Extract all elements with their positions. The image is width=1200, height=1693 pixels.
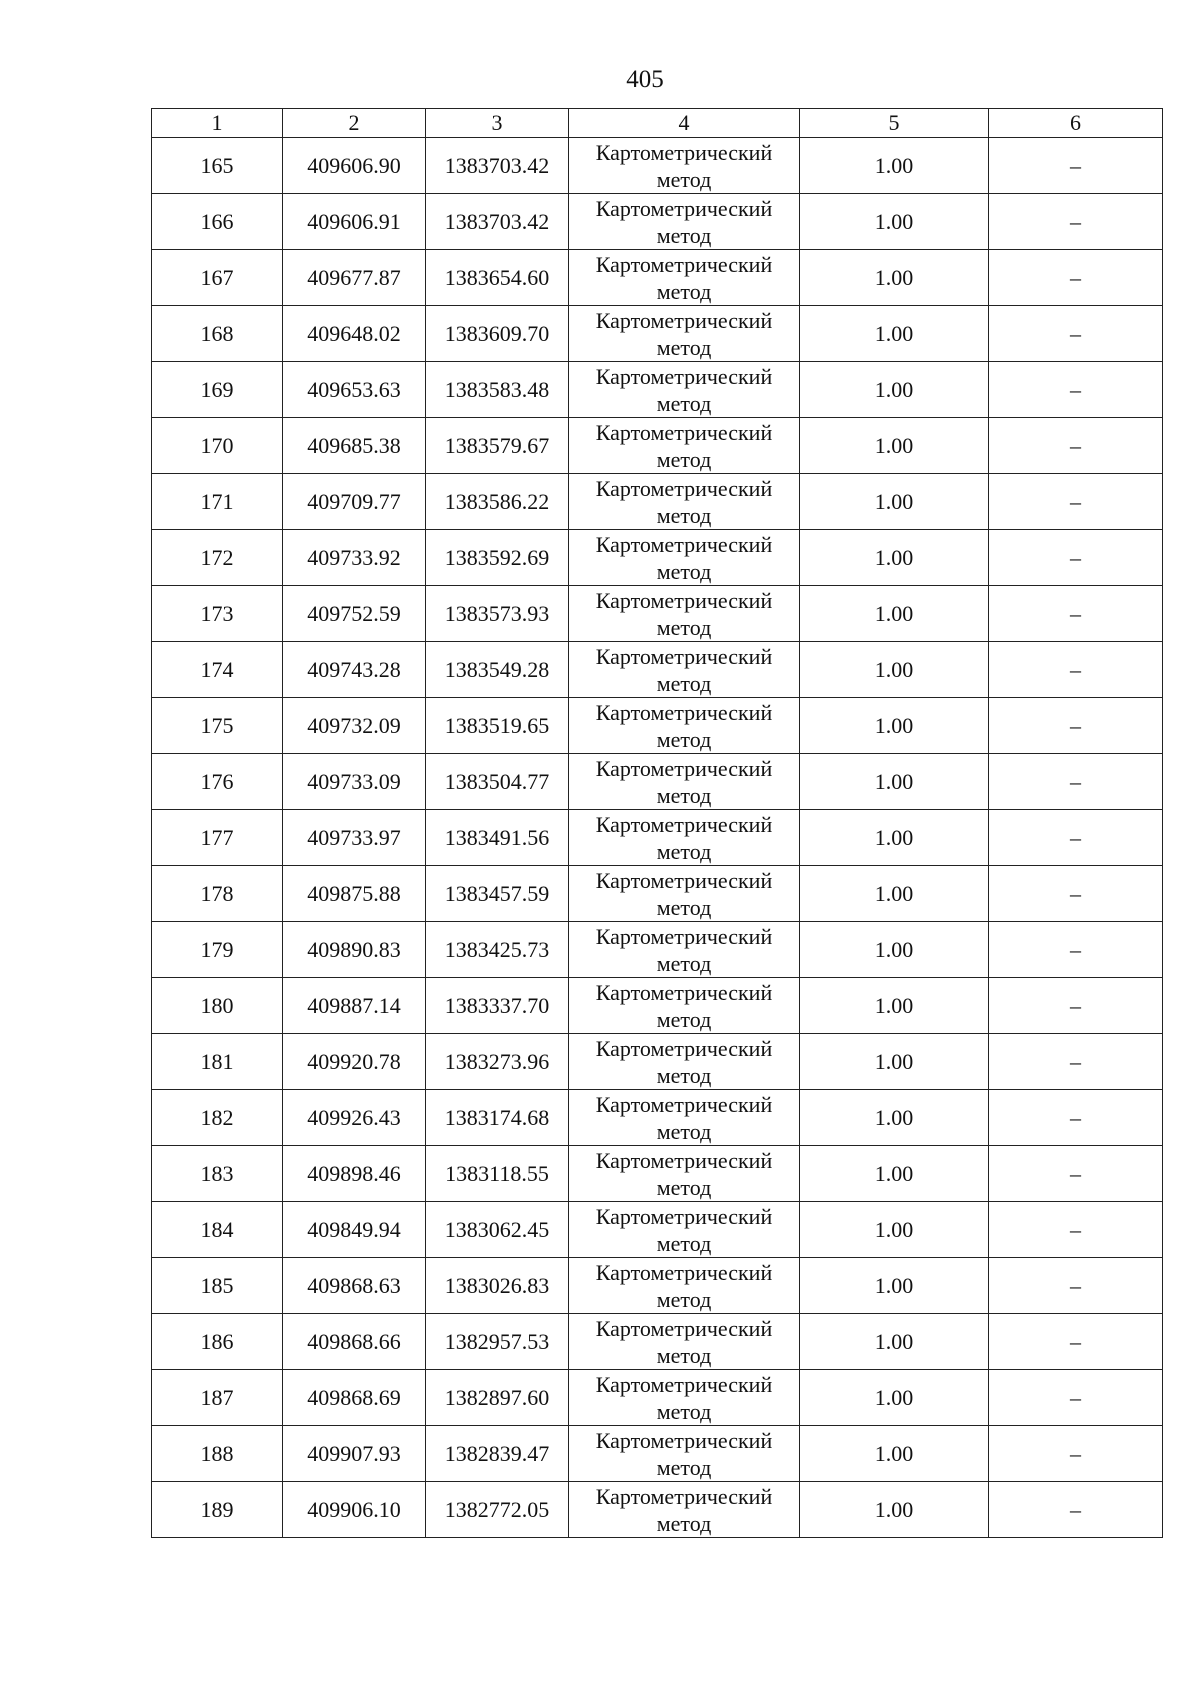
table-row [152, 698, 1163, 754]
point-number-cell: 172 [152, 530, 283, 586]
x-coordinate-cell: 409743.28 [283, 642, 426, 698]
method-cell [569, 642, 800, 698]
x-coordinate-cell: 409890.83 [283, 922, 426, 978]
note-cell: – [989, 1202, 1163, 1258]
x-coordinate-cell: 409606.90 [283, 138, 426, 194]
accuracy-cell: 1.00 [800, 306, 989, 362]
point-number-cell: 173 [152, 586, 283, 642]
accuracy-cell: 1.00 [800, 362, 989, 418]
accuracy-cell: 1.00 [800, 138, 989, 194]
note-cell: – [989, 1482, 1163, 1538]
accuracy-cell: 1.00 [800, 810, 989, 866]
x-coordinate-cell: 409887.14 [283, 978, 426, 1034]
column-header: 5 [800, 109, 989, 138]
method-line-2: метод [656, 726, 712, 752]
note-cell: – [989, 1314, 1163, 1370]
y-coordinate-cell: 1383586.22 [426, 474, 569, 530]
y-coordinate-cell: 1383519.65 [426, 698, 569, 754]
table-row [152, 922, 1163, 978]
y-coordinate-cell: 1383609.70 [426, 306, 569, 362]
note-cell: – [989, 810, 1163, 866]
y-coordinate-cell: 1382772.05 [426, 1482, 569, 1538]
point-number-cell: 177 [152, 810, 283, 866]
accuracy-cell: 1.00 [800, 1202, 989, 1258]
method-cell [569, 754, 800, 810]
table-row [152, 586, 1163, 642]
method-line-2: метод [656, 670, 712, 696]
note-cell: – [989, 418, 1163, 474]
table-row [152, 1314, 1163, 1370]
accuracy-cell: 1.00 [800, 1258, 989, 1314]
method-line-2: метод [656, 1342, 712, 1368]
accuracy-cell: 1.00 [800, 1034, 989, 1090]
method-line-1: Картометрический [595, 475, 773, 501]
point-number-cell: 183 [152, 1146, 283, 1202]
note-cell: – [989, 866, 1163, 922]
accuracy-cell: 1.00 [800, 1370, 989, 1426]
table-row [152, 474, 1163, 530]
y-coordinate-cell: 1383573.93 [426, 586, 569, 642]
method-line-2: метод [656, 278, 712, 304]
method-line-1: Картометрический [595, 1259, 773, 1285]
table-row [152, 1034, 1163, 1090]
x-coordinate-cell: 409868.69 [283, 1370, 426, 1426]
method-cell [569, 530, 800, 586]
method-cell [569, 1426, 800, 1482]
method-line-1: Картометрический [595, 1091, 773, 1117]
point-number-cell: 182 [152, 1090, 283, 1146]
table-row [152, 754, 1163, 810]
y-coordinate-cell: 1383579.67 [426, 418, 569, 474]
x-coordinate-cell: 409868.66 [283, 1314, 426, 1370]
y-coordinate-cell: 1382897.60 [426, 1370, 569, 1426]
point-number-cell: 166 [152, 194, 283, 250]
accuracy-cell: 1.00 [800, 1090, 989, 1146]
accuracy-cell: 1.00 [800, 866, 989, 922]
point-number-cell: 165 [152, 138, 283, 194]
method-line-2: метод [656, 782, 712, 808]
table-row [152, 306, 1163, 362]
method-line-2: метод [656, 334, 712, 360]
method-cell [569, 1370, 800, 1426]
note-cell: – [989, 1146, 1163, 1202]
method-cell [569, 474, 800, 530]
y-coordinate-cell: 1383654.60 [426, 250, 569, 306]
note-cell: – [989, 1090, 1163, 1146]
column-header: 4 [569, 109, 800, 138]
note-cell: – [989, 698, 1163, 754]
accuracy-cell: 1.00 [800, 586, 989, 642]
method-cell [569, 138, 800, 194]
accuracy-cell: 1.00 [800, 698, 989, 754]
x-coordinate-cell: 409875.88 [283, 866, 426, 922]
x-coordinate-cell: 409606.91 [283, 194, 426, 250]
x-coordinate-cell: 409926.43 [283, 1090, 426, 1146]
method-line-1: Картометрический [595, 531, 773, 557]
method-line-2: метод [656, 614, 712, 640]
coordinates-table [151, 108, 1163, 1538]
method-line-2: метод [656, 166, 712, 192]
table-row [152, 810, 1163, 866]
table-row [152, 362, 1163, 418]
point-number-cell: 181 [152, 1034, 283, 1090]
y-coordinate-cell: 1383457.59 [426, 866, 569, 922]
note-cell: – [989, 362, 1163, 418]
note-cell: – [989, 138, 1163, 194]
x-coordinate-cell: 409709.77 [283, 474, 426, 530]
note-cell: – [989, 978, 1163, 1034]
x-coordinate-cell: 409733.09 [283, 754, 426, 810]
method-line-1: Картометрический [595, 307, 773, 333]
table-row [152, 138, 1163, 194]
method-line-2: метод [656, 1174, 712, 1200]
y-coordinate-cell: 1382957.53 [426, 1314, 569, 1370]
y-coordinate-cell: 1383549.28 [426, 642, 569, 698]
table-row [152, 1370, 1163, 1426]
accuracy-cell: 1.00 [800, 1314, 989, 1370]
accuracy-cell: 1.00 [800, 194, 989, 250]
note-cell: – [989, 250, 1163, 306]
method-cell [569, 306, 800, 362]
method-line-1: Картометрический [595, 419, 773, 445]
method-cell [569, 1146, 800, 1202]
table-row [152, 1426, 1163, 1482]
table-row [152, 1202, 1163, 1258]
method-line-2: метод [656, 1286, 712, 1312]
point-number-cell: 169 [152, 362, 283, 418]
accuracy-cell: 1.00 [800, 754, 989, 810]
y-coordinate-cell: 1383491.56 [426, 810, 569, 866]
method-line-1: Картометрический [595, 1315, 773, 1341]
method-line-2: метод [656, 838, 712, 864]
method-line-1: Картометрический [595, 699, 773, 725]
x-coordinate-cell: 409732.09 [283, 698, 426, 754]
method-line-2: метод [656, 1398, 712, 1424]
method-line-1: Картометрический [595, 811, 773, 837]
method-line-2: метод [656, 222, 712, 248]
note-cell: – [989, 642, 1163, 698]
x-coordinate-cell: 409733.97 [283, 810, 426, 866]
page-number: 405 [626, 66, 664, 93]
x-coordinate-cell: 409752.59 [283, 586, 426, 642]
column-header: 3 [426, 109, 569, 138]
y-coordinate-cell: 1383703.42 [426, 138, 569, 194]
table-row [152, 1482, 1163, 1538]
note-cell: – [989, 1426, 1163, 1482]
x-coordinate-cell: 409733.92 [283, 530, 426, 586]
method-line-2: метод [656, 446, 712, 472]
x-coordinate-cell: 409648.02 [283, 306, 426, 362]
point-number-cell: 178 [152, 866, 283, 922]
point-number-cell: 179 [152, 922, 283, 978]
accuracy-cell: 1.00 [800, 418, 989, 474]
accuracy-cell: 1.00 [800, 530, 989, 586]
method-line-2: метод [656, 390, 712, 416]
method-line-1: Картометрический [595, 923, 773, 949]
point-number-cell: 176 [152, 754, 283, 810]
method-line-1: Картометрический [595, 251, 773, 277]
table-row [152, 978, 1163, 1034]
point-number-cell: 180 [152, 978, 283, 1034]
note-cell: – [989, 1370, 1163, 1426]
column-header: 1 [152, 109, 283, 138]
method-line-2: метод [656, 1230, 712, 1256]
method-line-1: Картометрический [595, 363, 773, 389]
method-line-2: метод [656, 558, 712, 584]
method-line-2: метод [656, 1006, 712, 1032]
method-cell [569, 250, 800, 306]
method-line-2: метод [656, 950, 712, 976]
method-line-1: Картометрический [595, 1483, 773, 1509]
note-cell: – [989, 922, 1163, 978]
point-number-cell: 184 [152, 1202, 283, 1258]
x-coordinate-cell: 409849.94 [283, 1202, 426, 1258]
accuracy-cell: 1.00 [800, 642, 989, 698]
y-coordinate-cell: 1383337.70 [426, 978, 569, 1034]
y-coordinate-cell: 1383273.96 [426, 1034, 569, 1090]
column-header: 2 [283, 109, 426, 138]
table-row [152, 530, 1163, 586]
table-row [152, 1258, 1163, 1314]
accuracy-cell: 1.00 [800, 1482, 989, 1538]
method-line-1: Картометрический [595, 1147, 773, 1173]
point-number-cell: 167 [152, 250, 283, 306]
y-coordinate-cell: 1383583.48 [426, 362, 569, 418]
note-cell: – [989, 754, 1163, 810]
point-number-cell: 168 [152, 306, 283, 362]
accuracy-cell: 1.00 [800, 978, 989, 1034]
method-cell [569, 1258, 800, 1314]
y-coordinate-cell: 1383703.42 [426, 194, 569, 250]
x-coordinate-cell: 409920.78 [283, 1034, 426, 1090]
x-coordinate-cell: 409677.87 [283, 250, 426, 306]
method-line-1: Картометрический [595, 1203, 773, 1229]
point-number-cell: 171 [152, 474, 283, 530]
x-coordinate-cell: 409906.10 [283, 1482, 426, 1538]
method-line-1: Картометрический [595, 755, 773, 781]
note-cell: – [989, 306, 1163, 362]
method-cell [569, 586, 800, 642]
method-cell [569, 418, 800, 474]
accuracy-cell: 1.00 [800, 922, 989, 978]
table-row [152, 1090, 1163, 1146]
column-header: 6 [989, 109, 1163, 138]
x-coordinate-cell: 409907.93 [283, 1426, 426, 1482]
accuracy-cell: 1.00 [800, 250, 989, 306]
method-cell [569, 194, 800, 250]
method-cell [569, 1034, 800, 1090]
y-coordinate-cell: 1383118.55 [426, 1146, 569, 1202]
method-cell [569, 698, 800, 754]
table-row [152, 642, 1163, 698]
y-coordinate-cell: 1383504.77 [426, 754, 569, 810]
method-cell [569, 1202, 800, 1258]
x-coordinate-cell: 409653.63 [283, 362, 426, 418]
y-coordinate-cell: 1383026.83 [426, 1258, 569, 1314]
method-line-1: Картометрический [595, 867, 773, 893]
y-coordinate-cell: 1383425.73 [426, 922, 569, 978]
method-line-1: Картометрический [595, 979, 773, 1005]
note-cell: – [989, 586, 1163, 642]
method-cell [569, 1090, 800, 1146]
y-coordinate-cell: 1383062.45 [426, 1202, 569, 1258]
method-cell [569, 362, 800, 418]
accuracy-cell: 1.00 [800, 1426, 989, 1482]
method-line-2: метод [656, 1062, 712, 1088]
method-cell [569, 866, 800, 922]
method-cell [569, 978, 800, 1034]
table-row [152, 418, 1163, 474]
table-row [152, 866, 1163, 922]
table-row [152, 1146, 1163, 1202]
accuracy-cell: 1.00 [800, 1146, 989, 1202]
method-line-1: Картометрический [595, 1371, 773, 1397]
method-line-2: метод [656, 1118, 712, 1144]
y-coordinate-cell: 1383592.69 [426, 530, 569, 586]
point-number-cell: 185 [152, 1258, 283, 1314]
note-cell: – [989, 530, 1163, 586]
accuracy-cell: 1.00 [800, 474, 989, 530]
point-number-cell: 188 [152, 1426, 283, 1482]
note-cell: – [989, 474, 1163, 530]
point-number-cell: 187 [152, 1370, 283, 1426]
x-coordinate-cell: 409685.38 [283, 418, 426, 474]
point-number-cell: 175 [152, 698, 283, 754]
method-line-2: метод [656, 1454, 712, 1480]
y-coordinate-cell: 1383174.68 [426, 1090, 569, 1146]
method-cell [569, 1482, 800, 1538]
method-line-1: Картометрический [595, 587, 773, 613]
method-line-1: Картометрический [595, 643, 773, 669]
table-row [152, 250, 1163, 306]
note-cell: – [989, 1258, 1163, 1314]
method-cell [569, 922, 800, 978]
method-line-1: Картометрический [595, 1035, 773, 1061]
method-line-1: Картометрический [595, 139, 773, 165]
method-cell [569, 1314, 800, 1370]
point-number-cell: 174 [152, 642, 283, 698]
note-cell: – [989, 1034, 1163, 1090]
x-coordinate-cell: 409898.46 [283, 1146, 426, 1202]
method-line-1: Картометрический [595, 1427, 773, 1453]
point-number-cell: 186 [152, 1314, 283, 1370]
note-cell: – [989, 194, 1163, 250]
header-row [152, 109, 1163, 138]
method-line-2: метод [656, 502, 712, 528]
method-cell [569, 810, 800, 866]
y-coordinate-cell: 1382839.47 [426, 1426, 569, 1482]
table-body [152, 138, 1163, 1538]
point-number-cell: 189 [152, 1482, 283, 1538]
method-line-1: Картометрический [595, 195, 773, 221]
table-row [152, 194, 1163, 250]
x-coordinate-cell: 409868.63 [283, 1258, 426, 1314]
point-number-cell: 170 [152, 418, 283, 474]
method-line-2: метод [656, 894, 712, 920]
method-line-2: метод [656, 1510, 712, 1536]
